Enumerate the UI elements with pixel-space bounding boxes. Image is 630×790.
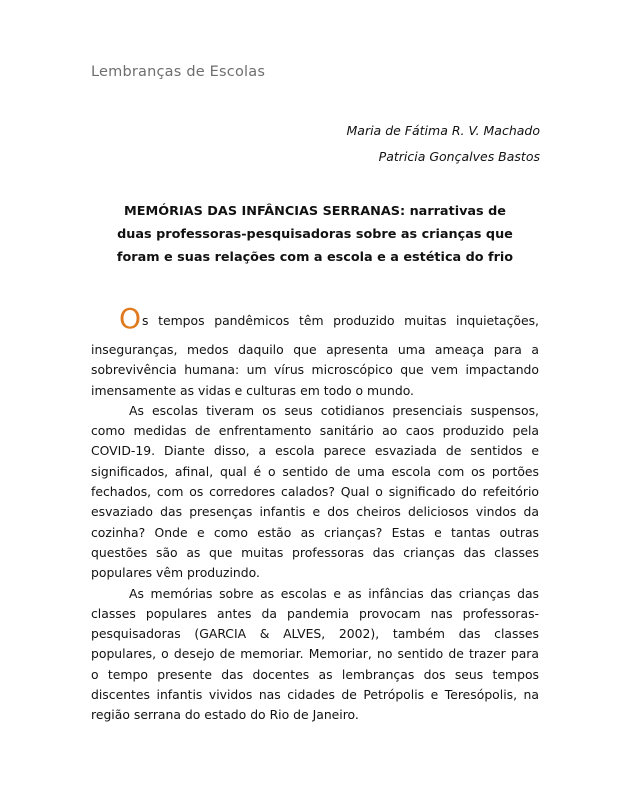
text-line: imensamente as vidas e culturas em todo o mundo.	[91, 382, 414, 398]
title-line: duas professoras-pesquisadoras sobre as crianças que	[117, 227, 513, 242]
text-line: sobrevivência humana: um vírus microscópico que vem impactando	[91, 362, 539, 378]
drop-cap: O	[119, 302, 142, 335]
text-line: classes populares antes da pandemia provocam nas professoras-	[91, 605, 539, 621]
title-line: MEMÓRIAS DAS INFÂNCIAS SERRANAS: narrativas de	[124, 204, 506, 219]
text-line: As escolas tiveram os seus cotidianos presenciais suspensos,	[129, 402, 539, 418]
text-line: questões são as que muitas professoras das crianças das classes	[91, 544, 539, 560]
first-line-text: s tempos pandêmicos têm produzido muitas inquietações,	[142, 313, 539, 328]
text-line: inseguranças, medos daquilo que apresenta uma ameaça para a	[91, 342, 539, 357]
author-name: Patricia Gonçalves Bastos	[378, 149, 540, 164]
text-line: populares vêm produzindo.	[91, 565, 260, 581]
text-line: cozinha? Onde e como estão as crianças? Estas e tantas outras	[91, 524, 539, 540]
text-line: As memórias sobre as escolas e as infâncias das crianças das	[129, 585, 539, 601]
text-line: populares, o desejo de memoriar. Memoriar, no sentido de trazer para	[91, 646, 539, 662]
paragraph-first-line	[91, 298, 539, 340]
text-line: significados, afinal, qual é o sentido de uma escola com os portões	[91, 463, 539, 479]
article-title	[91, 200, 539, 269]
text-line: fechados, com os corredores calados? Qual o significado do refeitório	[91, 484, 539, 500]
text-line: pesquisadoras (GARCIA & ALVES, 2002), também das classes	[91, 626, 539, 642]
text-line: o tempo presente das docentes as lembranças dos seus tempos	[91, 666, 539, 682]
author-name: Maria de Fátima R. V. Machado	[346, 123, 540, 138]
text-line: região serrana do estado do Rio de Janeiro.	[91, 707, 359, 723]
text-line: como medidas de enfrentamento sanitário ao caos produzido pela	[91, 423, 539, 439]
text-line: esvaziado das presenças infantis e dos cheiros deliciosos vindos da	[91, 504, 539, 520]
text-line: discentes infantis vividos nas cidades de Petrópolis e Teresópolis, na	[91, 687, 539, 703]
title-line: foram e suas relações com a escola e a estética do frio	[116, 250, 514, 265]
body-text	[91, 298, 539, 726]
text-line: COVID-19. Diante disso, a escola parece esvaziada de sentidos e	[91, 443, 539, 459]
running-header: Lembranças de Escolas	[91, 64, 266, 80]
